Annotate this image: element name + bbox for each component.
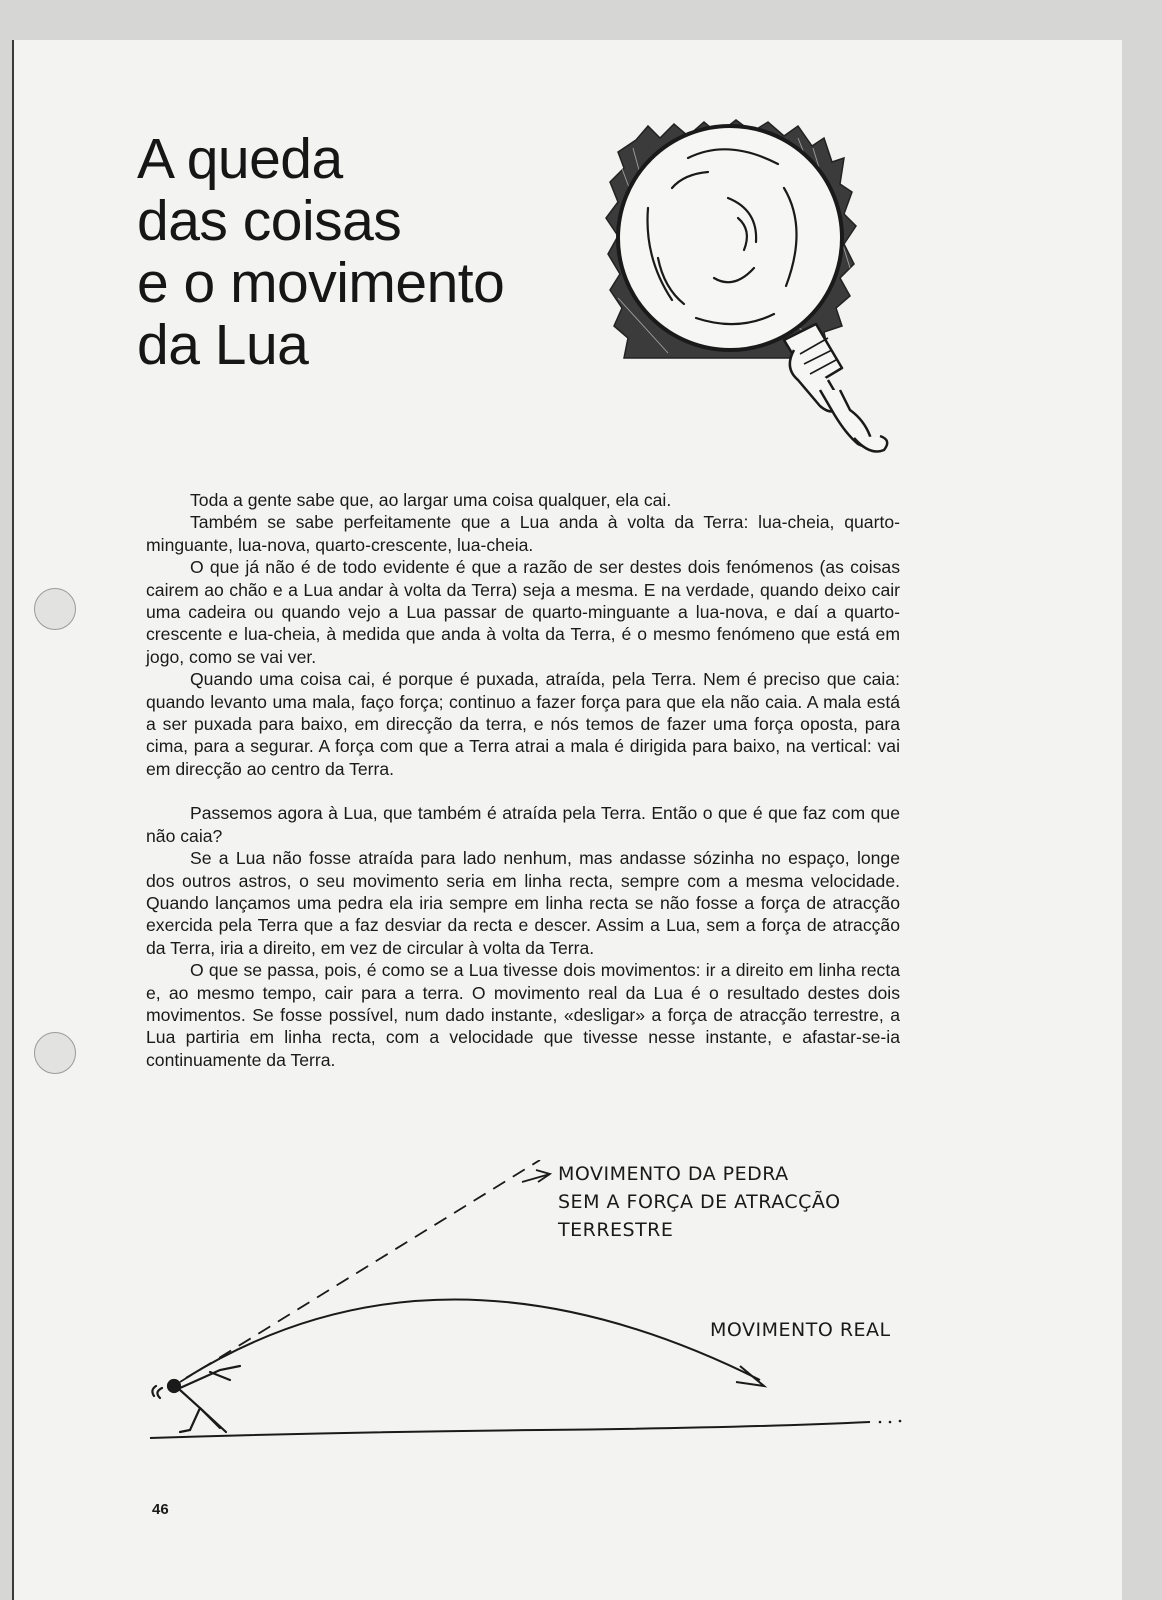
real-trajectory-curve (186, 1299, 760, 1380)
moon-magnifier-illustration (588, 118, 898, 468)
paragraph-3: O que já não é de todo evidente é que a razão de ser destes dois fenómenos (as coisas cairem ao chão e a Lua andar à volta da Terra) seja a mesma. E na verdade, quando deixo cair uma cadeira ou quando vejo a Lua passar de quarto-minguante a lua-nova, e daí a quarto-crescente e lua-cheia, à medida que anda à volta da Terra, é o mesmo fenómeno que está em jogo, como se vai ver. (146, 557, 900, 667)
straight-label-arrow (522, 1170, 550, 1182)
label-straight-line-3: TERRESTRE (558, 1219, 674, 1241)
title-line-1: A queda (137, 127, 343, 191)
straight-trajectory-dashed (180, 1160, 540, 1382)
paragraph-5: Passemos agora à Lua, que também é atraída pela Terra. Então o que é que faz com que não caia? (146, 803, 900, 846)
label-real-motion: MOVIMENTO REAL (710, 1319, 891, 1341)
trajectory-diagram (140, 1160, 940, 1480)
paragraph-1: Toda a gente sabe que, ao largar uma coisa qualquer, ela cai. (190, 490, 672, 510)
paragraph-2: Também se sabe perfeitamente que a Lua anda à volta da Terra: lua-cheia, quarto-minguante, lua-nova, quarto-crescente, lua-cheia. (146, 512, 900, 555)
paragraph-4: Quando uma coisa cai, é porque é puxada, atraída, pela Terra. Nem é preciso que caia: quando levanto uma mala, faço força; continuo a fazer força para que ela não caia. A mala está a ser puxada para baixo, em direcção da terra, e nós temos de fazer uma força oposta, para cima, para a segurar. A força com que a Terra atrai a mala é dirigida para baixo, na vertical: vai em direcção ao centro da Terra. (146, 669, 900, 779)
punch-hole-bottom (34, 1032, 76, 1074)
title-line-3: e o movimento (137, 251, 505, 315)
binding-margin-line (12, 40, 14, 1600)
moon-lens (618, 126, 842, 350)
page-number: 46 (152, 1501, 169, 1518)
paragraph-6: Se a Lua não fosse atraída para lado nenhum, mas andasse sózinha no espaço, longe dos outros astros, o seu movimento seria em linha recta, sempre com a mesma velocidade. Quando lançamos uma pedra ela iria sempre em linha recta se não fosse a força de atracção exercida pela Terra que a faz desviar da recta e descer. Assim a Lua, sem a força de atracção da Terra, iria a direito, em vez de circular à volta da Terra. (146, 848, 900, 958)
ground-line (150, 1422, 870, 1438)
punch-hole-top (34, 588, 76, 630)
article-body (146, 489, 900, 1071)
title-line-4: da Lua (137, 313, 309, 377)
article-title (137, 128, 607, 376)
thrower-figure (152, 1366, 240, 1432)
label-straight-line-2: SEM A FORÇA DE ATRACÇÃO (558, 1191, 841, 1213)
label-straight-line-1: MOVIMENTO DA PEDRA (558, 1163, 789, 1185)
paragraph-7: O que se passa, pois, é como se a Lua tivesse dois movimentos: ir a direito em linha recta e, ao mesmo tempo, cair para a terra. O movimento real da Lua é o resultado destes dois movimentos. Se fosse possível, num dado instante, «desligar» a força de atracção terrestre, a Lua partiria em linha recta, com a velocidade que tivesse nesse instante, e afastar-se-ia continuamente da Terra. (146, 960, 900, 1070)
title-line-2: das coisas (137, 189, 402, 253)
